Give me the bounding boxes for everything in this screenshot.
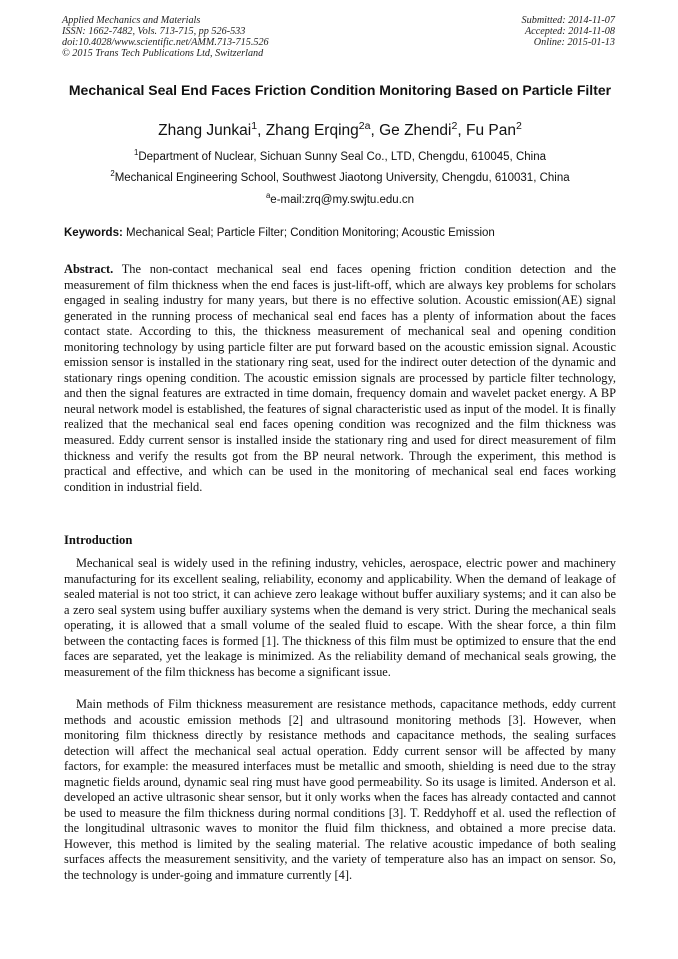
journal-header-left [62,15,269,59]
author: Ge Zhendi$^2$, [379,119,466,139]
keywords-text: Mechanical Seal; Particle Filter; Condition Monitoring; Acoustic Emission [122,227,495,239]
abstract [64,262,616,495]
keywords [64,226,616,240]
journal-header-right [522,15,615,48]
section-heading-introduction: Introduction [64,533,133,547]
abstract-label: Abstract. [64,262,114,276]
author-email[interactable]: $^a$e-mail:zrq@my.swjtu.edu.cn [265,191,415,206]
author-list [64,121,616,141]
introduction-paragraph-2: Main methods of Film thickness measurement are resistance methods, capacitance methods, eddy current methods and acoustic emission methods [2] and ultrasound monitoring methods [3]. However, when monitoring film thickness directly by resistance methods and capacitance methods, the sealing surfaces detection will affect the mechanical seal actual operation. Eddy current sensor will be affected by many factors, for example: the measured interfaces must be metallic and smooth, shielding is need due to the stray magnetic fields around, dynamic seal ring must have good permeability. So its usage is limited. Anderson et al. developed an active ultrasonic shear sensor, but it only works when the faces has already contacted and cannot be used to measure the film thickness during normal conditions [3]. T. Reddyhoff et al. used the reflection of the longitudinal ultrasonic waves to monitor the fluid film thickness, and obtained a more precise data. However, this method is limited by the sealing material. The relative acoustic impedance of both sealing surfaces affects the measurement sensitivity, and the variety of temperature also has an impact on sensor. So, the technology is under-going and immature currently [4]. [64,697,616,883]
issn-line: ISSN: 1662-7482, Vols. 713-715, pp 526-533 [62,26,246,37]
author: Zhang Junkai$^1$, [158,119,266,139]
author: Zhang Erqing$^{2a}$, [265,119,380,139]
paper-title: Mechanical Seal End Faces Friction Condition Monitoring Based on Particle Filter [68,82,612,98]
affiliation-1: $^1$Department of Nuclear, Sichuan Sunny Seal Co., LTD, Chengdu, 610045, China [133,148,546,163]
author: Fu Pan$^2$ [465,119,522,139]
abstract-text: The non-contact mechanical seal end faces opening friction condition detection and the measurement of film thickness when the end faces is just-lift-off, which are always key problems for scholars engaged in sealing industry for many years, but there is no effective solution. Acoustic emission(AE) signal generated in the running process of mechanical seal end faces has a plenty of information about the faces contact state. According to this, the thickness measurement of mechanical seal and opening condition monitoring technology by using particle filter are put forward based on the acoustic emission signal. Acoustic emission sensor is installed in the stationary ring seat, used for the indirect outer detection of the dynamic and stationary rings opening condition. The acoustic emission signals are processed by particle filter technology, and then the signal features are extracted in time domain, frequency domain and wavelet packet energy. A BP neural network model is established, the features of signal characteristic used as input of the model. It is finally realized that the mechanical seal end faces opening condition was recognized and the film thickness was measured. Eddy current sensor is installed inside the stationary ring and used for direct measurement of film thickness and verify the results got from the BP neural network. Through the experiment, this method is practical and effective, and which can be used in the monitoring of mechanical seal end faces working condition in industrial field. [64,262,616,494]
journal-name: Applied Mechanics and Materials [62,15,201,26]
submitted-date: Submitted: 2014-11-07 [521,15,615,26]
copyright-line: © 2015 Trans Tech Publications Ltd, Switzerland [62,48,264,59]
accepted-date: Accepted: 2014-11-08 [524,26,615,37]
keywords-label: Keywords: [64,227,123,239]
introduction-paragraph-1: Mechanical seal is widely used in the refining industry, vehicles, aerospace, electric power and machinery manufacturing for its excellent sealing, reliability, economy and applicability. When the demand of leakage of sealed material is not too strict, it can achieve zero leakage without buffer auxiliary systems; and it can also be a zero seal system using buffer auxiliary systems when the demand is very strict. During the mechanical seals operating, it is allowed that a small volume of the sealed fluid to escape. With the shear force, a thin film between the contacting faces is formed [1]. The thickness of this film must be optimized to ensure that the end faces are separated, yet the leakage is minimized. As the reliability demand of mechanical seals growing, the measurement of the film thickness has become a significant issue. [64,556,616,679]
online-date: Online: 2015-01-13 [533,37,615,48]
doi-line[interactable]: doi:10.4028/www.scientific.net/AMM.713-715.526 [62,37,269,48]
affiliation-2: $^2$Mechanical Engineering School, Southwest Jiaotong University, Chengdu, 610031, China [110,169,570,184]
